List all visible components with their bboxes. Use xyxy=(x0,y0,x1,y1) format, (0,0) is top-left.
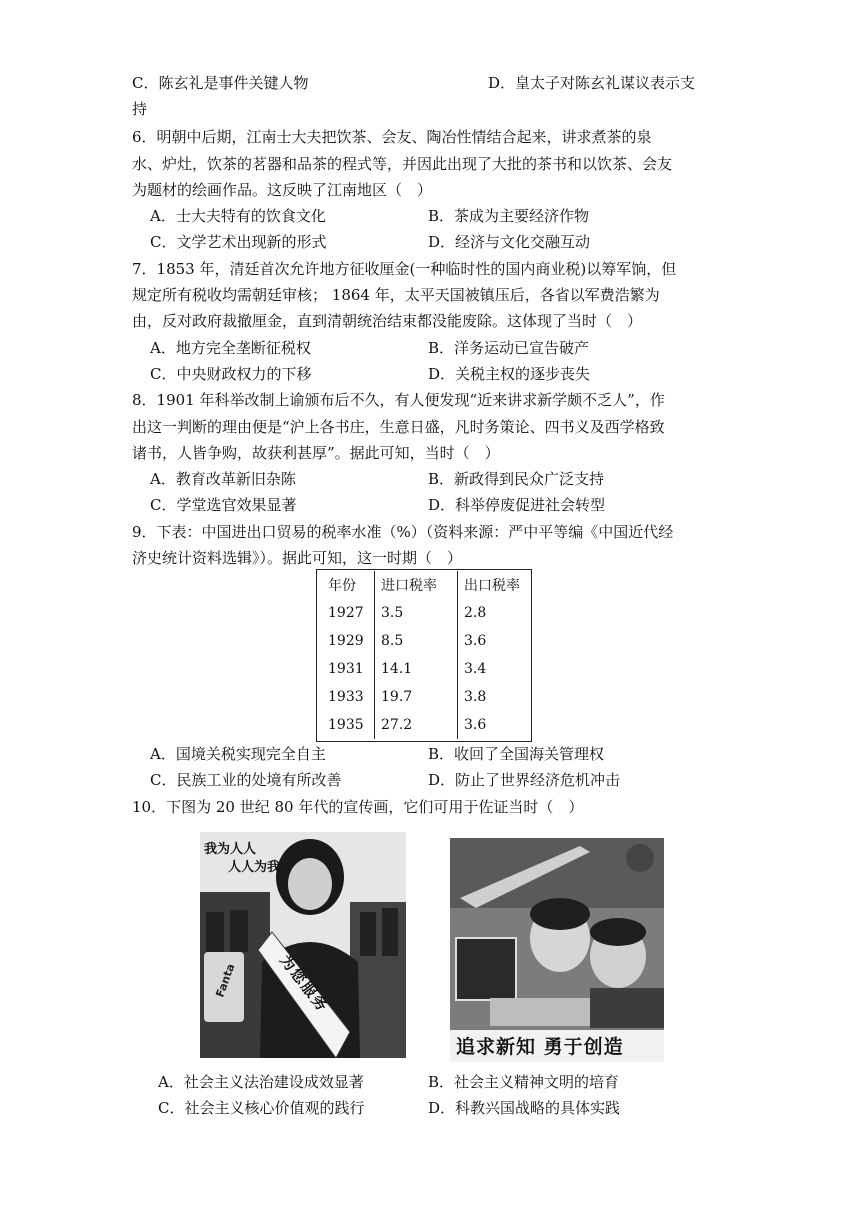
poster1-can-label: Fanta xyxy=(213,961,238,1000)
table-cell: 1935 xyxy=(322,711,375,739)
q8-option-c: C．学堂选官效果显著 xyxy=(150,496,297,514)
table-header-row xyxy=(322,571,536,599)
q9-option-b: B．收回了全国海关管理权 xyxy=(428,745,605,763)
table-cell: 3.8 xyxy=(464,689,487,705)
table-header: 出口税率 xyxy=(464,578,520,594)
q5-option-c: C．陈玄礼是事件关键人物 xyxy=(132,74,309,92)
q8-option-b: B．新政得到民众广泛支持 xyxy=(428,470,605,488)
table-row xyxy=(322,655,536,683)
q6-option-c: C．文学艺术出现新的形式 xyxy=(150,233,327,251)
q5-option-d-wrap: 持 xyxy=(132,100,148,118)
table-cell: 1933 xyxy=(322,683,375,711)
poster2-caption: 追求新知 勇于创造 xyxy=(456,1036,624,1058)
q6-stem-line3: 为题材的绘画作品。这反映了江南地区（ ） xyxy=(132,181,433,199)
table-row xyxy=(322,683,536,711)
poster1-slogan-line2: 人人为我 xyxy=(228,860,281,875)
q6-option-d: D．经济与文化交融互动 xyxy=(428,233,591,251)
q6-stem-line2: 水、炉灶，饮茶的茗器和品茶的程式等，并因此出现了大批的茶书和以饮茶、会友 xyxy=(132,155,673,173)
q8-stem-line1: 8．1901 年科举改制上谕颁布后不久，有人便发现“近来讲求新学颇不乏人”，作 xyxy=(132,391,665,409)
q9-stem-line1: 9．下表：中国进出口贸易的税率水准（%）（资料来源：严中平等编《中国近代经 xyxy=(132,523,674,541)
q6-stem-line1: 6．明朝中后期，江南士大夫把饮茶、会友、陶冶性情结合起来，讲求煮茶的泉 xyxy=(132,128,652,146)
q10-option-a: A．社会主义法治建设成效显著 xyxy=(158,1073,364,1091)
q7-option-b: B．洋务运动已宣告破产 xyxy=(428,339,590,357)
q10-stem: 10．下图为 20 世纪 80 年代的宣传画，它们可用于佐证当时（ ） xyxy=(132,798,584,816)
poster-pursue-knowledge-art xyxy=(450,838,664,1062)
table-row xyxy=(322,711,536,739)
q9-option-d: D．防止了世界经济危机冲击 xyxy=(428,771,621,789)
q9-stem-line2: 济史统计资料选辑》）。据此可知，这一时期（ ） xyxy=(132,549,463,567)
q7-stem-line2: 规定所有税收均需朝廷审核； 1864 年，太平天国被镇压后，各省以军费浩繁为 xyxy=(132,286,660,304)
table-cell: 3.4 xyxy=(464,661,487,677)
table-cell: 19.7 xyxy=(375,683,458,711)
table-row xyxy=(322,627,536,655)
tariff-table xyxy=(322,571,536,739)
table-cell: 1929 xyxy=(322,627,375,655)
q6-option-a: A．士大夫特有的饮食文化 xyxy=(150,207,326,225)
table-cell: 8.5 xyxy=(375,627,458,655)
q10-option-c: C．社会主义核心价值观的践行 xyxy=(158,1099,365,1117)
q8-option-d: D．科举停废促进社会转型 xyxy=(428,496,606,514)
table-row xyxy=(322,599,536,627)
q5-option-d: D．皇太子对陈玄礼谋议表示支 xyxy=(488,74,696,92)
table-cell: 2.8 xyxy=(464,605,487,621)
poster1-slogan-line1: 我为人人 xyxy=(204,842,257,857)
table-cell: 1927 xyxy=(322,599,375,627)
poster1-sash-text: 为您服务 xyxy=(276,951,333,1016)
poster-serve-people xyxy=(200,832,406,1058)
q7-option-d: D．关税主权的逐步丧失 xyxy=(428,365,591,383)
q8-option-a: A．教育改革新旧杂陈 xyxy=(150,470,296,488)
table-header: 进口税率 xyxy=(375,571,458,599)
table-cell: 3.5 xyxy=(375,599,458,627)
q10-option-b: B．社会主义精神文明的培育 xyxy=(428,1073,620,1091)
table-cell: 3.6 xyxy=(464,633,487,649)
q8-stem-line2: 出这一判断的理由便是“沪上各书庄，生意日盛，凡时务策论、四书义及西学格致 xyxy=(132,418,665,436)
poster-pursue-knowledge xyxy=(450,838,664,1062)
table-cell: 1931 xyxy=(322,655,375,683)
table-cell: 14.1 xyxy=(375,655,458,683)
table-header: 年份 xyxy=(322,571,375,599)
table-cell: 3.6 xyxy=(464,717,487,733)
q10-option-d: D．科教兴国战略的具体实践 xyxy=(428,1099,621,1117)
q7-option-a: A．地方完全垄断征税权 xyxy=(150,339,311,357)
q9-option-a: A．国境关税实现完全自主 xyxy=(150,745,326,763)
q7-stem-line1: 7．1853 年，清廷首次允许地方征收厘金(一种临时性的国内商业税)以筹军饷，但 xyxy=(132,260,677,278)
q9-option-c: C．民族工业的处境有所改善 xyxy=(150,771,342,789)
q7-stem-line3: 由，反对政府裁撤厘金，直到清朝统治结束都没能废除。这体现了当时（ ） xyxy=(132,312,643,330)
q6-option-b: B．茶成为主要经济作物 xyxy=(428,207,590,225)
q8-stem-line3: 诸书，人皆争购，故获利甚厚”。据此可知，当时（ ） xyxy=(132,444,500,462)
q7-option-c: C．中央财政权力的下移 xyxy=(150,365,312,383)
table-cell: 27.2 xyxy=(375,711,458,739)
